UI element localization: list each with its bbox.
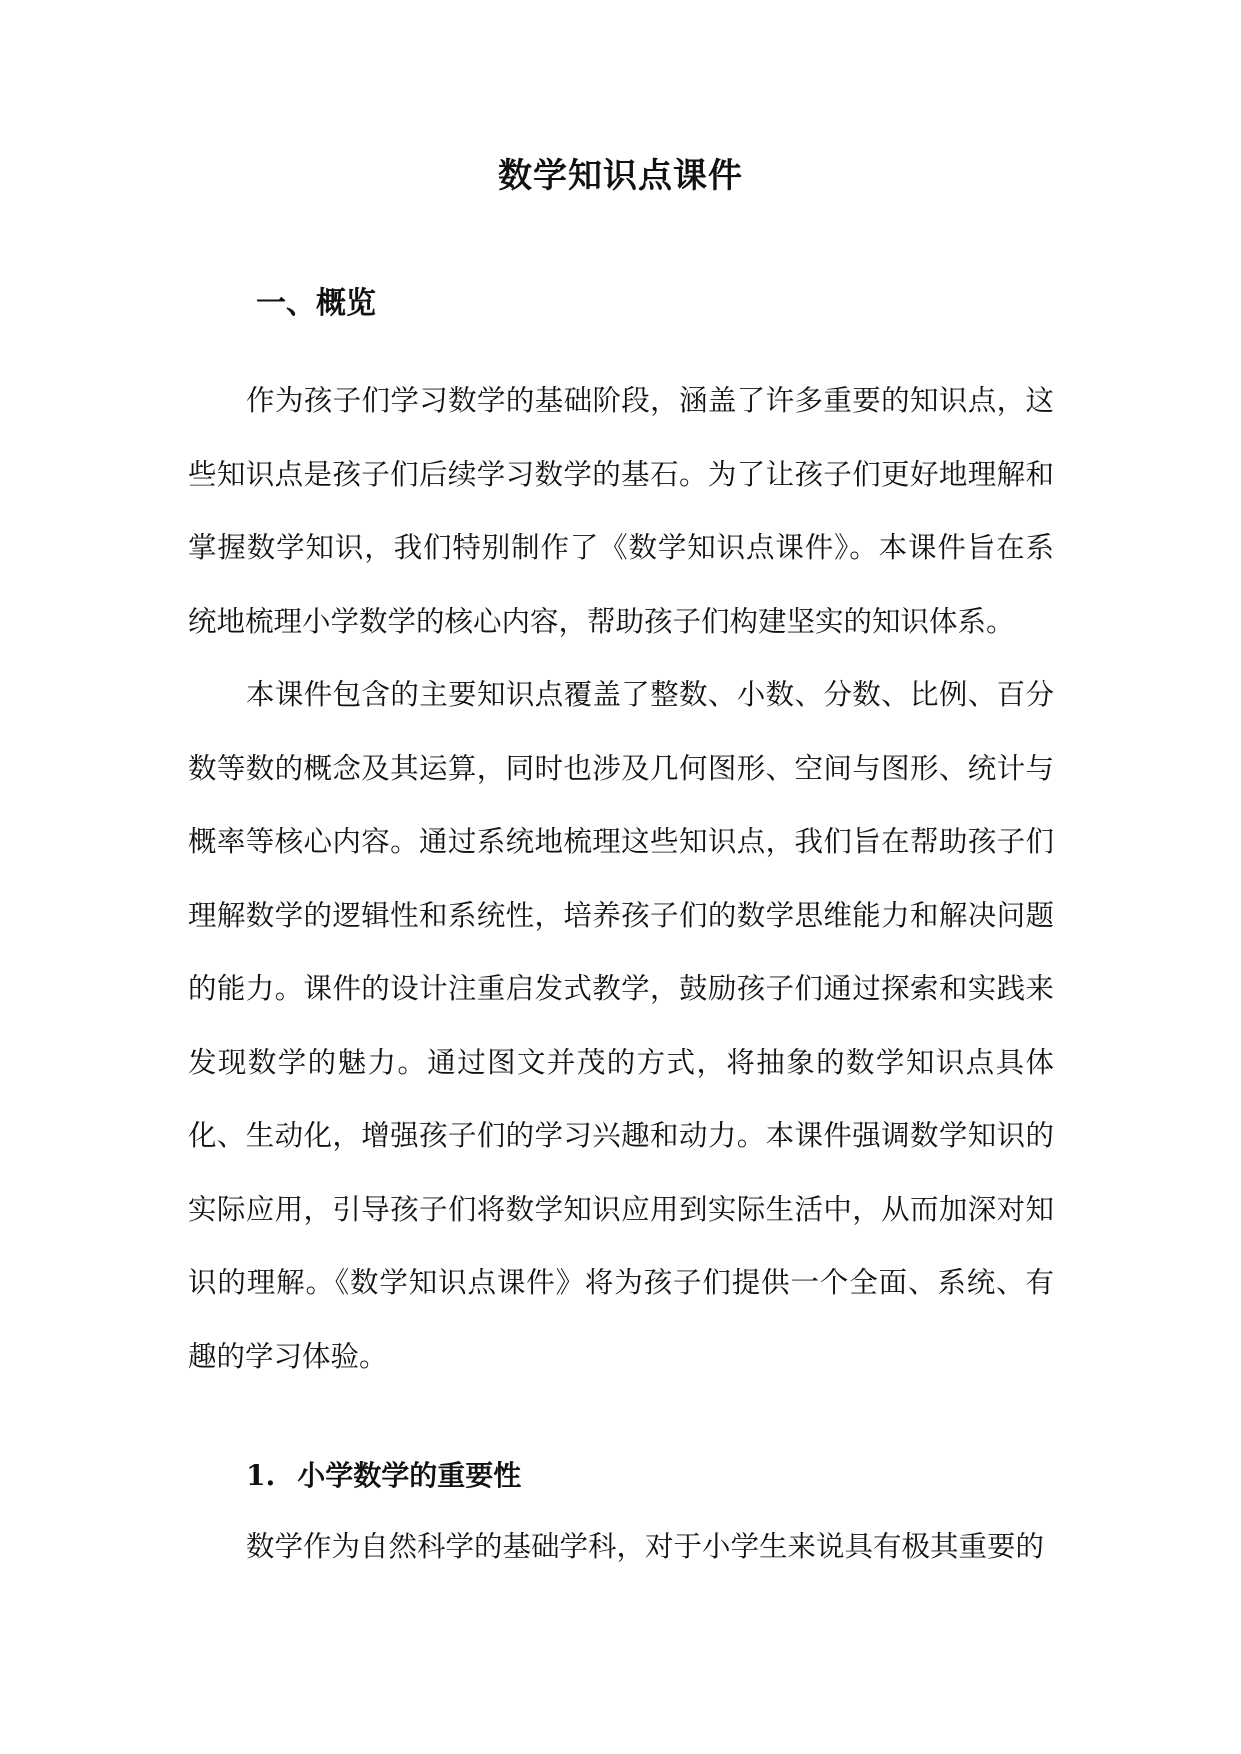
paragraph-overview-1: 作为孩子们学习数学的基础阶段，涵盖了许多重要的知识点，这些知识点是孩子们后续学习数学的基石。为了让孩子们更好地理解和掌握数学知识，我们特别制作了《数学知识点课件》。本课件旨在系统地梳理小学数学的核心内容，帮助孩子们构建坚实的知识体系。 xyxy=(188,384,1054,638)
subsection-title: 小学数学的重要性 xyxy=(297,1459,522,1492)
paragraph-overview-2: 本课件包含的主要知识点覆盖了整数、小数、分数、比例、百分数等数的概念及其运算，同时也涉及几何图形、空间与图形、统计与概率等核心内容。通过系统地梳理这些知识点，我们旨在帮助孩子们理解数学的逻辑性和系统性，培养孩子们的数学思维能力和解决问题的能力。课件的设计注重启发式教学，鼓励孩子们通过探索和实践来发现数学的魅力。通过图文并茂的方式，将抽象的数学知识点具体化、生动化，增强孩子们的学习兴趣和动力。本课件强调数学知识的实际应用，引导孩子们将数学知识应用到实际生活中，从而加深对知识的理解。《数学知识点课件》将为孩子们提供一个全面、系统、有趣的学习体验。 xyxy=(188,678,1054,1373)
document-title: 数学知识点课件 xyxy=(498,156,743,196)
subsection-number: 1. xyxy=(246,1459,276,1492)
section-heading-overview: 一、概览 xyxy=(256,286,376,321)
paragraph-importance: 数学作为自然科学的基础学科，对于小学生来说具有极其重要的 xyxy=(246,1530,1045,1563)
subsection-heading-importance xyxy=(246,1454,521,1498)
